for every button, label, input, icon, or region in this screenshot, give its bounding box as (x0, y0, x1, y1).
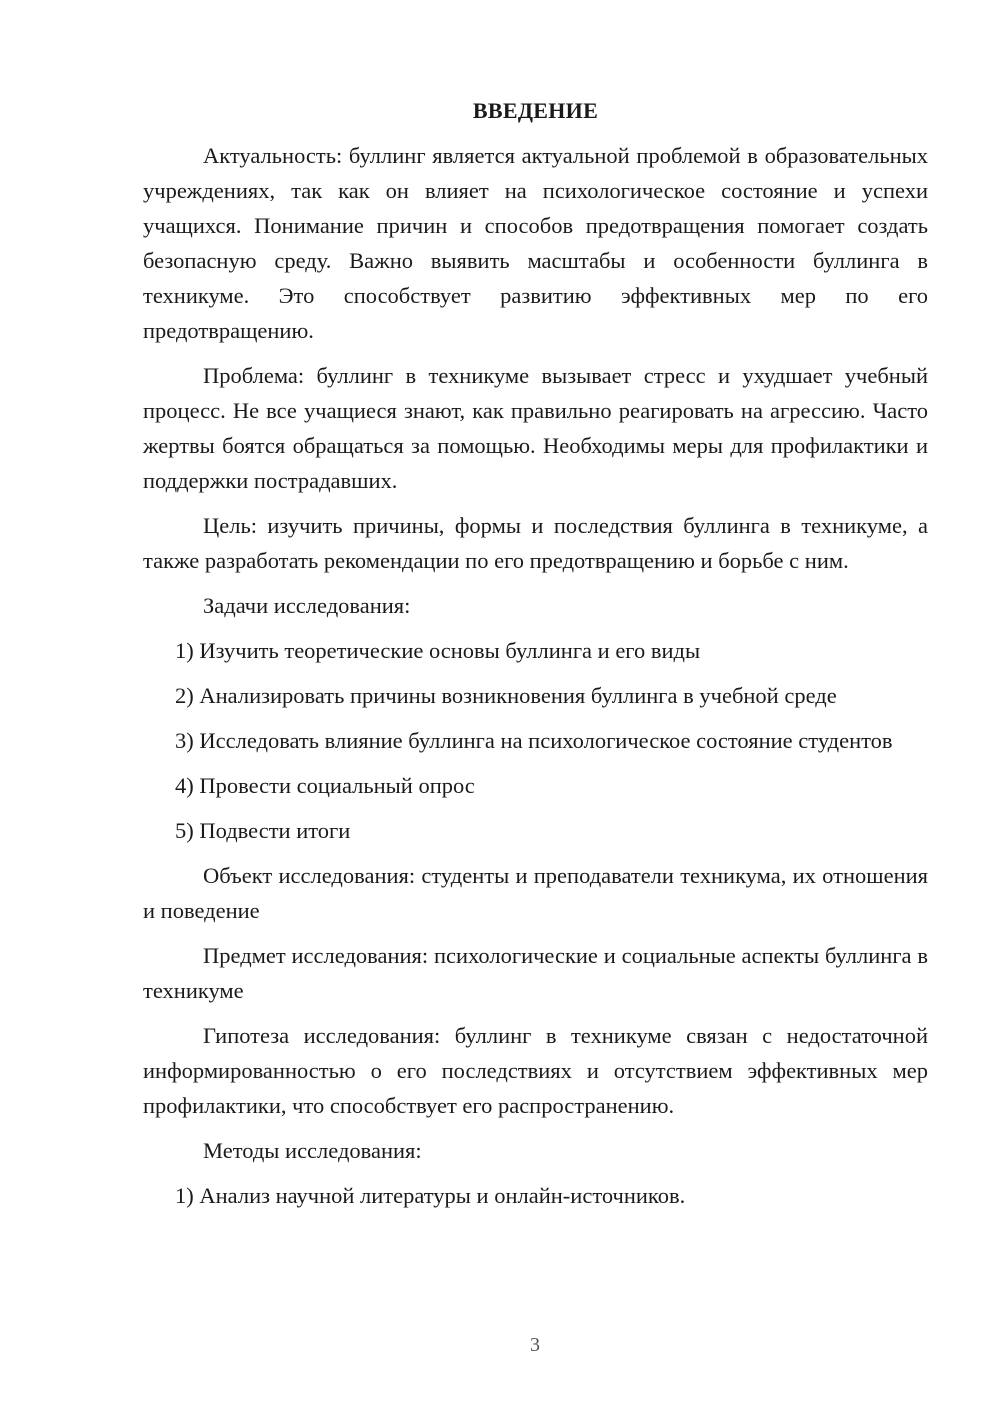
task-item-5: 5) Подвести итоги (175, 818, 351, 843)
paragraph-methods-heading: Методы исследования: (203, 1138, 422, 1163)
page-content (143, 93, 928, 1223)
task-item-4: 4) Провести социальный опрос (175, 773, 475, 798)
section-title: ВВЕДЕНИЕ (472, 98, 599, 123)
paragraph-object: Объект исследования: студенты и преподаватели техникума, их отношения и поведение (143, 863, 928, 923)
task-item-2: 2) Анализировать причины возникновения буллинга в учебной среде (175, 683, 837, 708)
paragraph-subject: Предмет исследования: психологические и социальные аспекты буллинга в техникуме (143, 943, 928, 1003)
page-number: 3 (530, 1334, 540, 1356)
task-item-3: 3) Исследовать влияние буллинга на психологическое состояние студентов (175, 728, 893, 753)
method-item-1: 1) Анализ научной литературы и онлайн-источников. (175, 1183, 686, 1208)
paragraph-relevance: Актуальность: буллинг является актуальной проблемой в образовательных учреждениях, так как он влияет на психологическое состояние и успехи учащихся. Понимание причин и способов предотвращения помогает создать безопасную среду. Важно выявить масштабы и особенности буллинга в техникуме. Это способствует развитию эффективных мер по его предотвращению. (143, 143, 928, 343)
paragraph-tasks-heading: Задачи исследования: (203, 593, 411, 618)
paragraph-goal: Цель: изучить причины, формы и последствия буллинга в техникуме, а также разработать рекомендации по его предотвращению и борьбе с ним. (143, 513, 928, 573)
paragraph-hypothesis: Гипотеза исследования: буллинг в техникуме связан с недостаточной информированностью о его последствиях и отсутствием эффективных мер профилактики, что способствует его распространению. (143, 1023, 928, 1118)
task-item-1: 1) Изучить теоретические основы буллинга и его виды (175, 638, 701, 663)
paragraph-problem: Проблема: буллинг в техникуме вызывает стресс и ухудшает учебный процесс. Не все учащиеся знают, как правильно реагировать на агрессию. Часто жертвы боятся обращаться за помощью. Необходимы меры для профилактики и поддержки пострадавших. (143, 363, 928, 493)
